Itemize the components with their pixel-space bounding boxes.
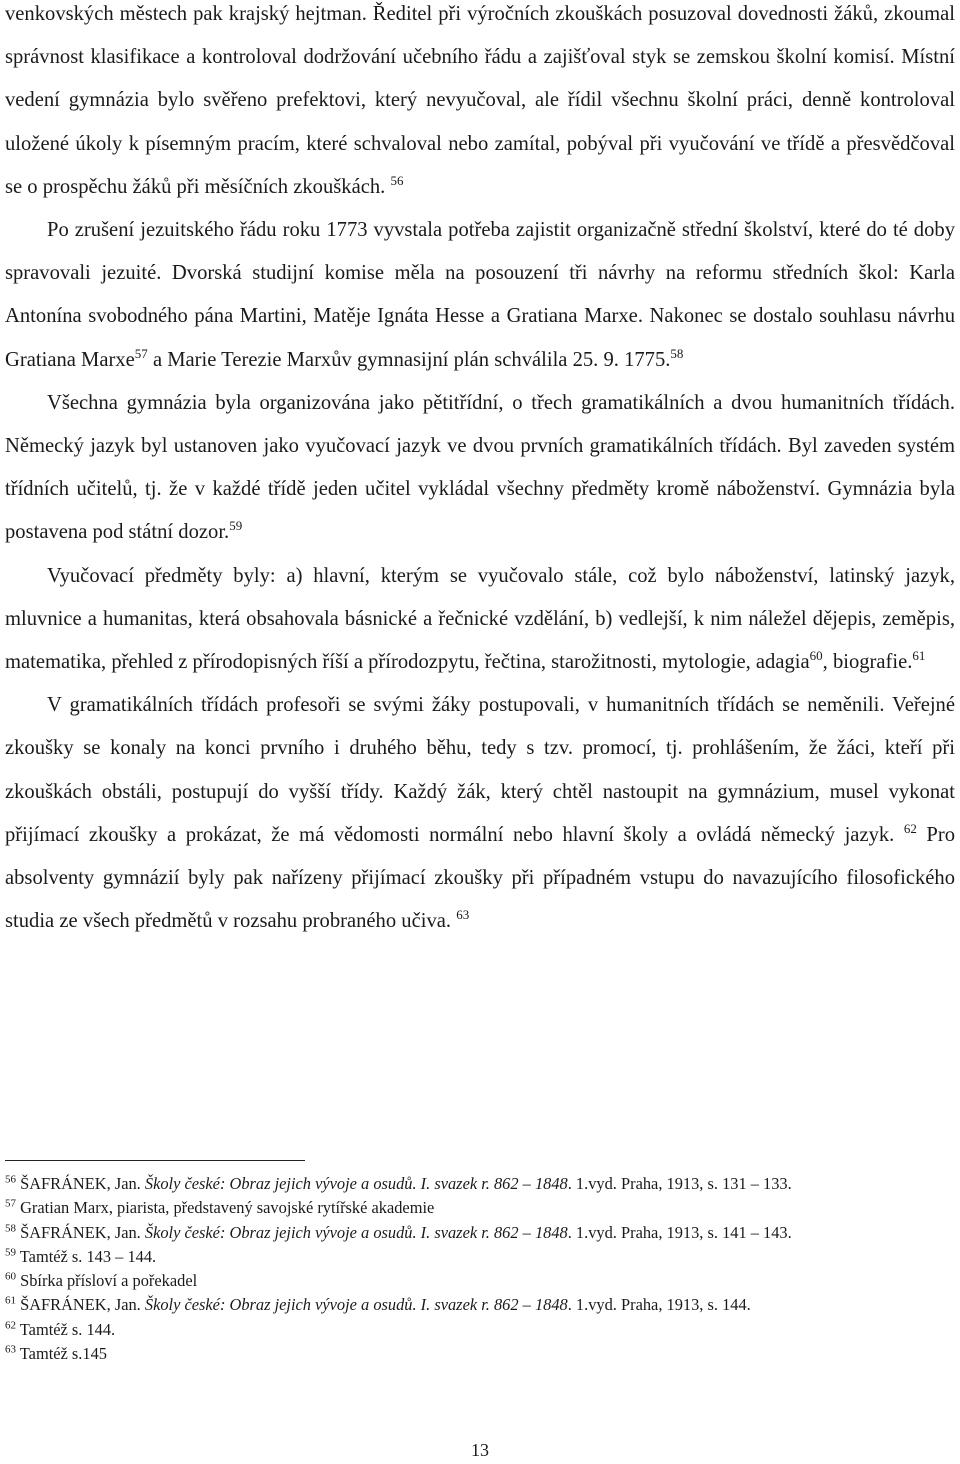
- footnote-ref[interactable]: 58: [670, 345, 684, 361]
- footnote-ref[interactable]: 61: [912, 648, 926, 664]
- text-run: V gramatikálních třídách profesoři se svými žáky postupovali, v humanitních třídách se neměnili. Veřejné zkoušky se konaly na konci prvního i druhého běhu, tedy s tzv. promocí, tj. prohlášením, že žáci, kteří při zkouškách obstáli, postupují do vyšší třídy. Každý žák, který chtěl nastoupit na gymnázium, musel vykonat přijímací zkoušky a prokázat, že má vědomosti normální nebo hlavní školy a ovládá německý jazyk.: [5, 694, 955, 846]
- text-run: Po zrušení jezuitského řádu roku 1773 vyvstala potřeba zajistit organizačně střední školství, které do té doby spravovali jezuité. Dvorská studijní komise měla na posouzení tři návrhy na reformu středních škol: Karla Antonína svobodného pána Martini, Matěje Ignáta Hesse a Gratiana Marxe. Nakonec se dostalo souhlasu návrhu Gratiana Marxe: [5, 219, 955, 371]
- footnote-text: ŠAFRÁNEK, Jan.: [16, 1174, 145, 1193]
- footnote-text: ŠAFRÁNEK, Jan.: [16, 1222, 145, 1242]
- footnote: [5, 1342, 955, 1366]
- footnotes: [5, 1172, 955, 1366]
- text-run: a Marie Terezie Marxův gymnasijní plán schválila 25. 9. 1775.: [147, 348, 671, 371]
- footnote-text: . 1.vyd. Praha, 1913, s. 131 – 133.: [567, 1174, 792, 1193]
- footnote: [5, 1221, 955, 1245]
- footnote-text: Sbírka přísloví a pořekadel: [16, 1271, 198, 1291]
- footnote: [5, 1245, 955, 1269]
- footnote-ref[interactable]: 56: [390, 172, 404, 188]
- footnote-number: 56: [5, 1173, 16, 1186]
- footnote-number: 63: [5, 1343, 16, 1356]
- footnote-text: ŠAFRÁNEK, Jan.: [16, 1295, 145, 1315]
- page: [5, 0, 955, 943]
- footnote-text: . 1.vyd. Praha, 1913, s. 144.: [567, 1295, 751, 1315]
- footnote: [5, 1293, 955, 1317]
- text-run: Všechna gymnázia byla organizována jako pětitřídní, o třech gramatikálních a dvou humanitních třídách. Německý jazyk byl ustanoven jako vyučovací jazyk ve dvou prvních gramatikálních třídách. Byl zaveden systém třídních učitelů, tj. že v každé třídě jeden učitel vykládal všechny předměty kromě náboženství. Gymnázia byla postavena pod státní dozor.: [5, 391, 955, 544]
- footnote-number: 59: [5, 1246, 16, 1259]
- paragraph: [5, 555, 955, 685]
- footnote-number: 60: [5, 1270, 16, 1283]
- footnote: [5, 1172, 955, 1196]
- footnote-text: Tamtéž s. 143 – 144.: [16, 1246, 157, 1266]
- text-run: , biografie.: [822, 651, 913, 674]
- paragraph: [5, 0, 955, 209]
- footnote-ref[interactable]: 62: [903, 821, 917, 836]
- footnote-number: 62: [5, 1319, 16, 1332]
- paragraph: [5, 209, 955, 382]
- footnote-text: Gratian Marx, piarista, představený savojské rytířské akademie: [16, 1198, 435, 1218]
- footnote-ref[interactable]: 57: [134, 345, 148, 361]
- paragraph: [5, 382, 955, 555]
- footnote: [5, 1196, 955, 1220]
- text-run: Pro absolventy gymnázií byly pak nařízeny přijímací zkoušky při případném vstupu do navazujícího filosofického studia ze všech předmětů v rozsahu probraného učiva.: [5, 823, 955, 933]
- footnote-number: 58: [5, 1222, 16, 1235]
- footnote-title: Školy české: Obraz jejich vývoje a osudů. I. svazek r. 862 – 1848: [144, 1174, 568, 1193]
- footnote-number: 61: [5, 1295, 16, 1308]
- paragraph: [5, 684, 955, 943]
- footnote-text: Tamtéž s.145: [16, 1344, 107, 1364]
- footnote-ref[interactable]: 60: [809, 648, 823, 664]
- footnote-text: Tamtéž s. 144.: [16, 1319, 116, 1339]
- footnote: [5, 1318, 955, 1342]
- footnote-ref[interactable]: 59: [229, 518, 243, 534]
- page-number: 13: [471, 1440, 489, 1460]
- text-run: venkovských městech pak krajský hejtman. Ředitel při výročních zkouškách posuzoval dovednosti žáků, zkoumal správnost klasifikace a kontroloval dodržování učebního řádu a zajišťoval styk se zemskou školní komisí. Místní vedení gymnázia bylo svěřeno prefektovi, který nevyučoval, ale řídil všechnu školní práci, denně kontroloval uložené úkoly k písemným pracím, které schvaloval nebo zamítal, pobýval při vyučování ve třídě a přesvědčoval se o prospěchu žáků při měsíčních zkouškách.: [5, 3, 955, 198]
- footnote-text: . 1.vyd. Praha, 1913, s. 141 – 143.: [567, 1222, 792, 1242]
- footnote-title: Školy české: Obraz jejich vývoje a osudů. I. svazek r. 862 – 1848: [144, 1295, 568, 1315]
- footnote-title: Školy české: Obraz jejich vývoje a osudů. I. svazek r. 862 – 1848: [144, 1222, 568, 1242]
- body-text: [5, 0, 955, 943]
- footnote-separator: [5, 1160, 305, 1161]
- footnote: [5, 1269, 955, 1293]
- footnote-ref[interactable]: 63: [456, 907, 470, 923]
- text-run: Vyučovací předměty byly: a) hlavní, kterým se vyučovalo stále, což bylo náboženství, latinský jazyk, mluvnice a humanitas, která obsahovala básnické a řečnické vzdělání, b) vedlejší, k nim náležel dějepis, zeměpis, matematika, přehled z přírodopisných říší a přírodozpytu, řečtina, starožitnosti, mytologie, adagia: [5, 564, 955, 674]
- footnote-number: 57: [5, 1197, 16, 1210]
